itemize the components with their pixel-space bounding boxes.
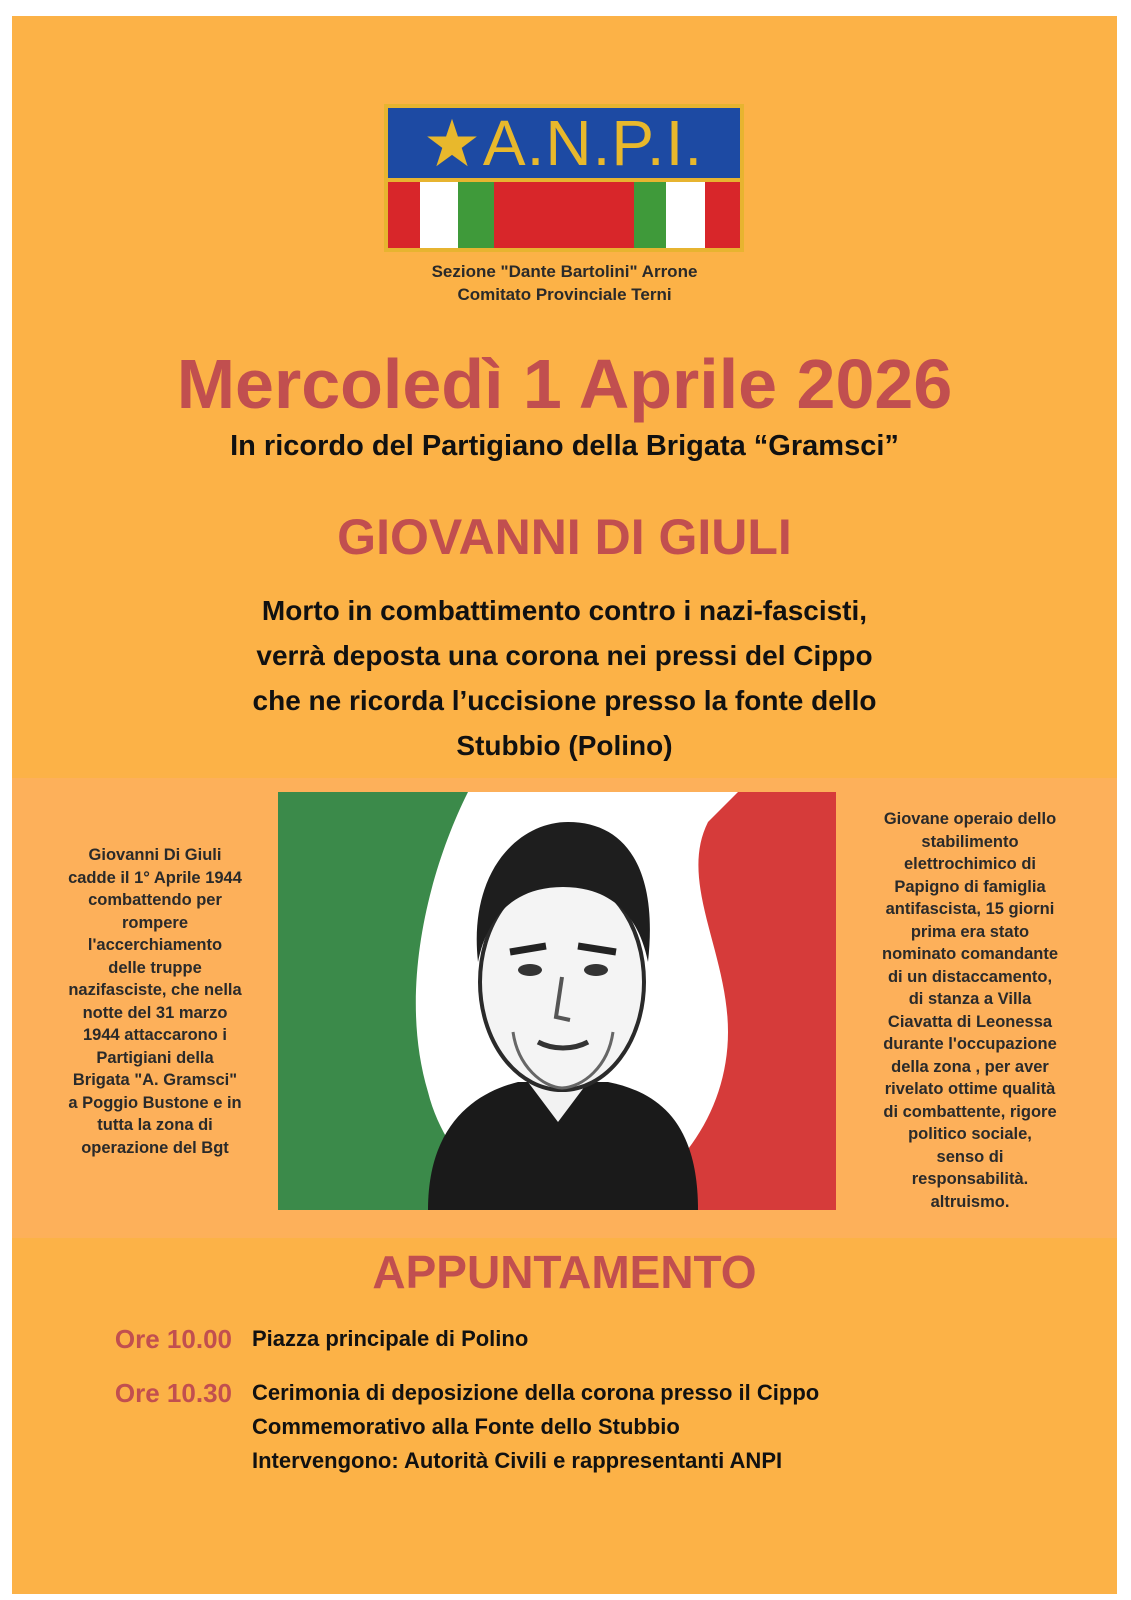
description-line: che ne ricorda l’uccisione presso la fonte dello: [252, 685, 877, 716]
description-line: verrà deposta una corona nei pressi del Cippo: [256, 640, 873, 671]
bio-line: l'accerchiamento: [87, 936, 223, 954]
schedule-time: Ore 10.30: [114, 1378, 232, 1408]
bio-line: nazifasciste, che nella: [68, 981, 242, 999]
section-info: [12, 260, 1117, 306]
partisan-name: GIOVANNI DI GIULI: [337, 509, 792, 565]
bio-line: stabilimento: [921, 832, 1019, 851]
bio-line: durante l'occupazione: [883, 1035, 1057, 1053]
bio-line: Papigno di famiglia: [894, 877, 1046, 896]
bio-line: tutta la zona di: [97, 1116, 213, 1134]
anpi-logo: [384, 104, 744, 252]
poster: [12, 16, 1117, 1594]
logo-tricolor: [388, 182, 740, 248]
schedule-line: Commemorativo alla Fonte dello Stubbio: [252, 1414, 680, 1439]
bio-line: notte del 31 marzo: [82, 1003, 228, 1022]
portrait-photo: [278, 792, 836, 1210]
bio-line: delle truppe: [108, 958, 202, 977]
biography-left: [40, 844, 270, 1159]
bio-line: politico sociale,: [908, 1125, 1032, 1143]
bio-line: rivelato ottime qualità: [884, 1080, 1056, 1098]
bio-line: Giovanni Di Giuli: [88, 846, 222, 864]
bio-line: combattendo per: [88, 891, 222, 909]
bio-line: altruismo.: [930, 1192, 1010, 1211]
bio-line: antifascista, 15 giorni: [885, 900, 1055, 918]
comitato-line: Comitato Provinciale Terni: [457, 285, 672, 304]
bio-line: della zona , per aver: [891, 1057, 1049, 1076]
bio-line: 1944 attaccarono i: [83, 1026, 227, 1044]
bio-line: Ciavatta di Leonessa: [887, 1012, 1053, 1031]
description-line: Stubbio (Polino): [456, 730, 673, 761]
bio-line: di un distaccamento,: [887, 967, 1053, 986]
schedule-time: Ore 10.00: [114, 1324, 232, 1354]
schedule-line: Cerimonia di deposizione della corona presso il Cippo: [252, 1380, 820, 1405]
event-description: [162, 588, 967, 768]
star-icon: [425, 116, 479, 170]
description-line: Morto in combattimento contro i nazi-fascisti,: [261, 595, 868, 626]
schedule-line: Piazza principale di Polino: [252, 1326, 529, 1351]
schedule-text: [252, 1322, 528, 1356]
bio-line: Partigiani della: [96, 1048, 214, 1067]
bio-line: senso di: [936, 1147, 1004, 1166]
bio-line: Giovane operaio dello: [883, 810, 1057, 828]
bio-line: Brigata "A. Gramsci": [72, 1071, 238, 1089]
bio-line: a Poggio Bustone e in: [68, 1093, 242, 1112]
event-date: Mercoledì 1 Aprile 2026: [176, 345, 953, 423]
bio-line: operazione del Bgt: [81, 1138, 229, 1157]
sezione-line: Sezione "Dante Bartolini" Arrone: [431, 262, 698, 281]
schedule-text: [252, 1376, 819, 1478]
bio-line: nominato comandante: [881, 945, 1058, 963]
bio-line: rompere: [121, 913, 189, 932]
schedule-line: Intervengono: Autorità Civili e rappresentanti ANPI: [252, 1448, 783, 1473]
bio-line: elettrochimico di: [903, 855, 1037, 873]
bio-line: cadde il 1° Aprile 1944: [68, 868, 242, 887]
bio-line: di combattente, rigore: [883, 1102, 1057, 1121]
event-subtitle: In ricordo del Partigiano della Brigata “Gramsci”: [230, 430, 899, 462]
biography-right: [836, 808, 1104, 1213]
bio-line: responsabilità.: [911, 1170, 1029, 1188]
logo-text: A.N.P.I.: [482, 107, 704, 179]
bio-line: prima era stato: [910, 922, 1030, 941]
appuntamento-title: APPUNTAMENTO: [372, 1246, 757, 1298]
bio-line: di stanza a Villa: [908, 990, 1032, 1008]
logo-banner: [388, 108, 740, 178]
